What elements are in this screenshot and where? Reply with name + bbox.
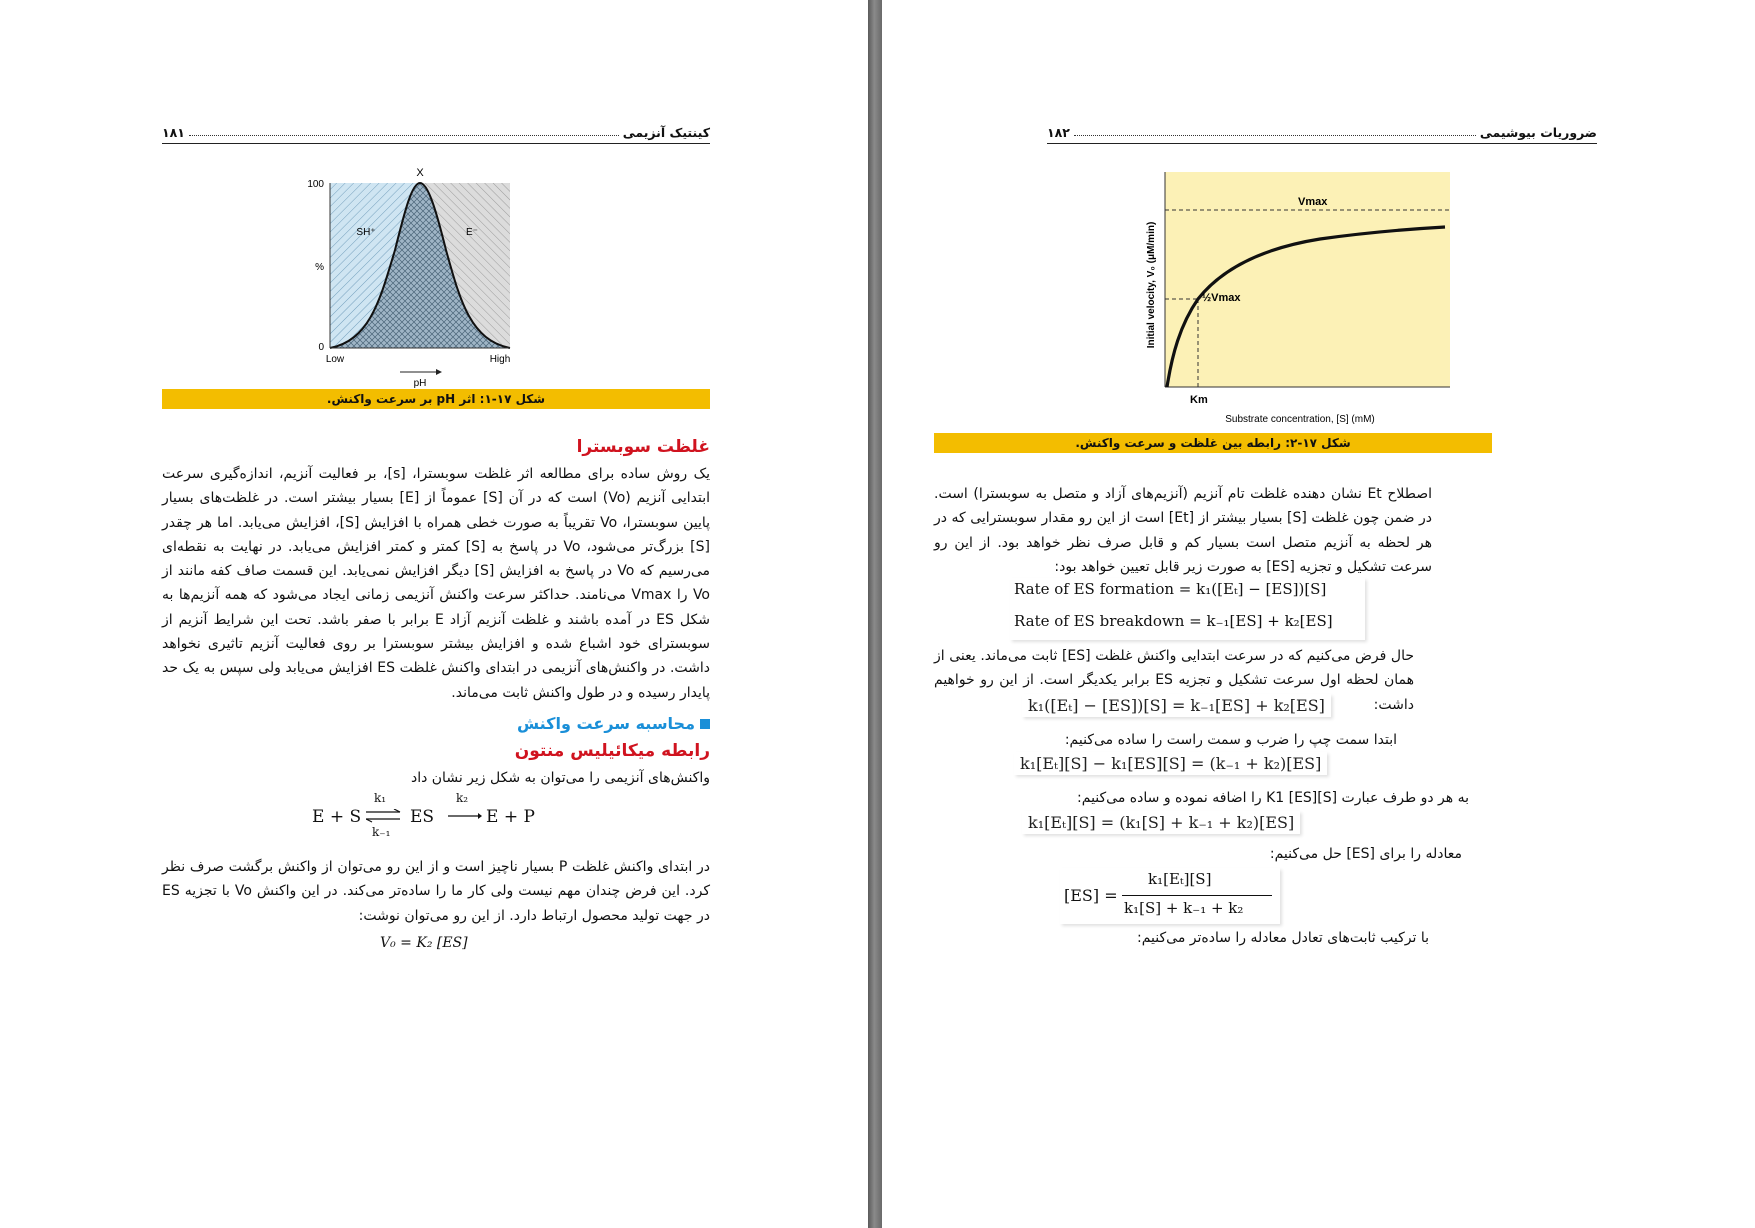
paragraph-substrate: یک روش ساده برای مطالعه اثر غلظت سوبسترا، [s]، بر فعالیت آنزیم، اندازه‌گیری سرعت ابتدایی آنزیم (Vo) است که در آن [S] عموماً از [E] بسیار بیشتر است. در غلظت‌های بسیار پایین سوبسترا، Vo تقریباً به صورت خطی همراه با افزایش [S]، افزایش می‌یابد. اما هر چقدر [S] بزرگ‌تر می‌شود، Vo در پاسخ به [S] کمتر و کمتر افزایش می‌یابد. در نهایت به نقطه‌ای می‌رسیم که Vo در پاسخ به افزایش [S] دیگر افزایش نمی‌یابد. این قسمت صاف کفه مانند از Vo را Vmax می‌نامند. حداکثر سرعت واکنش آنزیمی زمانی ایجاد می‌شود که همه آنزیم‌ها به شکل ES در آمده باشند و غلظت آنزیم آزاد E برابر با صفر باشد. تحت این شرایط آنزیم از سوبسترای خود اشباع شده و افزایش بیشتر سوبسترا بر روی فعالیت آنزیم تاثیری نخواهد داشت. در واکنش‌های آنزیمی در ابتدای واکنش غلظت ES افزایش می‌یابد ولی سپس به یک حد پایدار رسیده و در طول واکنش ثابت می‌ماند. [162, 466, 711, 701]
intro-line: واکنش‌های آنزیمی را می‌توان به شکل زیر نشان داد [410, 770, 710, 786]
eq-breakdown: Rate of ES breakdown = k₋₁[ES] + k₂[ES] [1014, 612, 1333, 630]
x-high-label: High [489, 354, 511, 365]
y-bottom-label: 0 [318, 342, 324, 353]
header-leader [1074, 135, 1476, 136]
running-header [162, 122, 710, 144]
rate-k2: k₂ [456, 791, 469, 805]
peak-label: X [416, 167, 424, 179]
section-title: غلظت سوبسترا [576, 437, 710, 457]
instruction-solve: معادله را برای [ES] حل می‌کنیم: [1269, 846, 1462, 862]
eq-collected: k₁[Eₜ][S] = (k₁[S] + k₋₁ + k₂)[ES] [1022, 811, 1300, 834]
header-title: ضروریات بیوشیمی [1479, 125, 1597, 140]
rate-k-minus1: k₋₁ [372, 825, 391, 839]
page-number: ۱۸۲ [1047, 125, 1070, 140]
paragraph-steady-state: حال فرض می‌کنیم که در سرعت ابتدایی واکنش غلظت [ES] ثابت می‌ماند. یعنی از همان لحظه اول سرعت تشکیل و تجزیه ES برابر یکدیگر است. از این رو خواهیم داشت: [934, 648, 1414, 713]
y-mid-label: % [315, 262, 324, 273]
eq-formation: Rate of ES formation = k₁([Eₜ] − [ES])[S] [1014, 580, 1327, 598]
left-page [0, 0, 868, 1228]
page-number: ۱۸۱ [162, 125, 185, 140]
reaction-reactants: E + S [312, 807, 362, 827]
subsubsection-title: رابطه میکائیلیس منتون [514, 741, 710, 761]
y-axis-label: Initial velocity, V₀ (μM/min) [1146, 221, 1157, 349]
km-label: Km [1190, 394, 1208, 406]
instruction-multiply: ابتدا سمت چپ را ضرب و سمت راست را ساده می‌کنیم: [1064, 732, 1397, 748]
book-spine [868, 0, 882, 1228]
right-page [882, 0, 1755, 1228]
eq-es-solution [1060, 868, 1280, 924]
vmax-label: Vmax [1298, 196, 1328, 208]
header-title: کینتیک آنزیمی [622, 125, 710, 140]
rate-equations-box [1010, 578, 1365, 640]
reaction-scheme [312, 791, 542, 845]
reaction-products: E + P [486, 807, 535, 827]
subsection-title: محاسبه سرعت واکنش [420, 714, 710, 733]
instruction-add-term: به هر دو طرف عبارت K1 [ES][S] را اضافه نموده و ساده می‌کنیم: [1077, 790, 1469, 806]
right-region-label: E⁻ [466, 227, 478, 238]
y-top-label: 100 [307, 179, 324, 190]
eq-steady-state: k₁([Eₜ] − [ES])[S] = k₋₁[ES] + k₂[ES] [1022, 694, 1331, 717]
header-leader [189, 135, 619, 136]
fraction-bar [1122, 895, 1272, 896]
eq-expanded: k₁[Eₜ][S] − k₁[ES][S] = (k₋₁ + k₂)[ES] [1014, 752, 1327, 775]
forward-arrow [448, 812, 482, 820]
velocity-equation: V₀ = K₂ [ES] [380, 935, 468, 951]
running-header [1047, 122, 1597, 144]
square-bullet-icon [700, 719, 710, 729]
half-vmax-label: ½Vmax [1202, 292, 1241, 304]
figure-caption: شکل ۱۷-۱: اثر pH بر سرعت واکنش. [162, 389, 710, 409]
reaction-complex: ES [410, 807, 435, 827]
left-region-label: SH⁺ [356, 227, 376, 238]
x-axis-label: pH [413, 378, 427, 389]
michaelis-menten-figure [1140, 165, 1480, 430]
x-low-label: Low [325, 354, 345, 365]
instruction-combine: با ترکیب ثابت‌های تعادل معادله را ساده‌تر می‌کنیم: [1137, 930, 1429, 946]
paragraph-initial-reaction: در ابتدای واکنش غلظت P بسیار ناچیز است و از این رو می‌توان از واکنش برگشت صرف نظر کرد. این فرض چندان مهم نیست ولی کار ما را ساده‌تر می‌کند. در این واکنش Vo با تجزیه ES در جهت تولید محصول ارتباط دارد. از این رو می‌توان نوشت: [162, 859, 711, 924]
x-axis-label: Substrate concentration, [S] (mM) [1225, 414, 1375, 425]
figure-caption: شکل ۱۷-۲: رابطه بین غلظت و سرعت واکنش. [934, 433, 1492, 453]
ph-effect-figure [300, 160, 550, 390]
rate-k1: k₁ [374, 791, 387, 805]
eq-es-numerator: k₁[Eₜ][S] [1148, 870, 1212, 888]
eq-es-lhs: [ES] = [1064, 886, 1118, 905]
equilibrium-arrows [366, 809, 402, 823]
paragraph-total-enzyme: اصطلاح Et نشان دهنده غلظت تام آنزیم (آنزیم‌های آزاد و متصل به سوبسترا) است. در ضمن چون غلظت [S] بسیار بیشتر از [Et] است از این رو مقدار سوبسترایی که در هر لحظه به آنزیم متصل است بسیار کم و قابل صرف نظر خواهد بود. از این رو سرعت تشکیل و تجزیه [ES] به صورت زیر قابل تعیین خواهد بود: [934, 486, 1432, 575]
eq-es-denominator: k₁[S] + k₋₁ + k₂ [1124, 899, 1244, 917]
